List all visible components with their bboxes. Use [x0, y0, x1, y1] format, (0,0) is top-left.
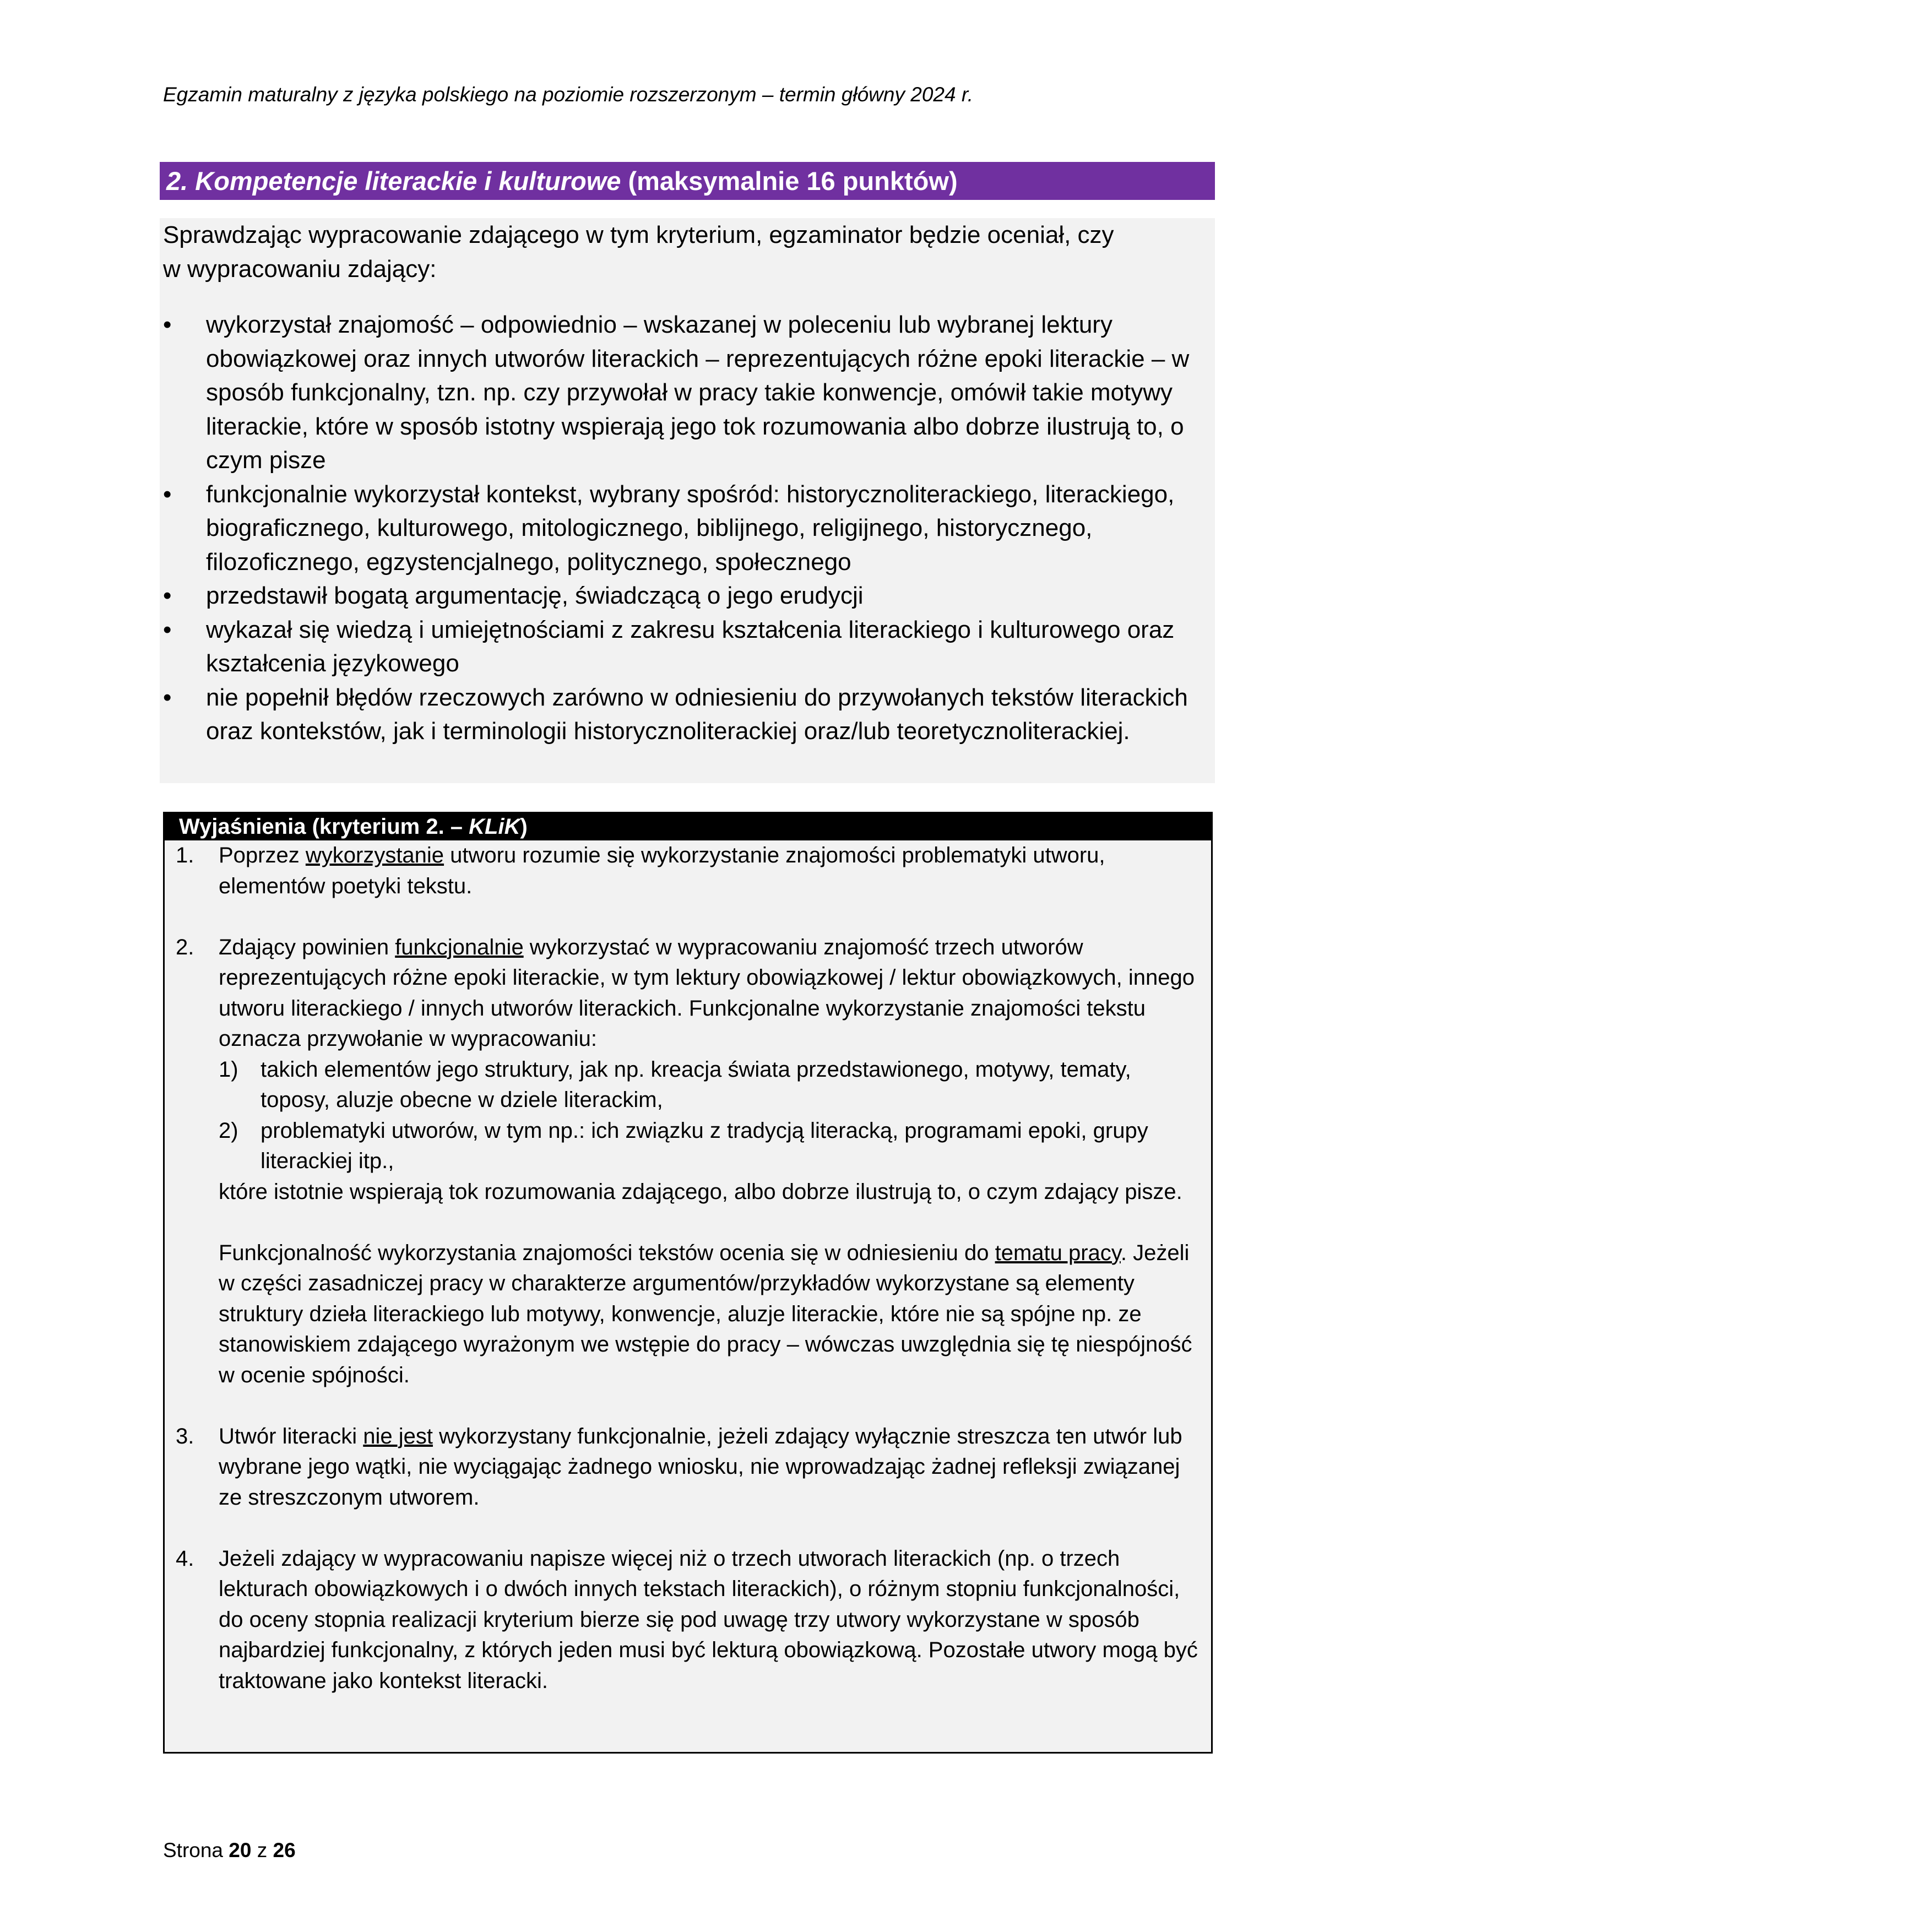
explanation-underlined: wykorzystanie: [305, 843, 444, 867]
criteria-item-text: nie popełnił błędów rzeczowych zarówno w odniesieniu do przywołanych tekstów literackich oraz kontekstów, jak i terminologii historycznoliterackiej oraz/lub teoretycznoliterackiej.: [206, 683, 1188, 745]
explanation-item-3: [165, 1421, 1198, 1513]
criteria-item: [163, 477, 1215, 579]
criteria-item: [163, 308, 1215, 477]
footer-label: Strona: [163, 1839, 229, 1862]
explanations-box: [163, 812, 1213, 1754]
subitem-text: problematyki utworów, w tym np.: ich związku z tradycją literacką, programami epoki, grupy literackiej itp.,: [261, 1118, 1148, 1173]
explanation-text: Poprzez: [219, 843, 306, 867]
criteria-intro: [163, 218, 1215, 286]
explanations-heading-abbr: KLiK: [469, 815, 520, 839]
page-footer: [163, 1838, 296, 1863]
subitem-number: 1): [219, 1057, 238, 1082]
explanations-heading: [165, 813, 1211, 840]
explanation-text: Jeżeli zdający w wypracowaniu napisze więcej niż o trzech utworach literackich (np. o trzech lekturach obowiązkowych i o dwóch innych tekstach literackich), o różnym stopniu funkcjonalności, do oceny stopnia realizacji kryterium bierze się pod uwagę trzy utwory wykorzystane w sposób najbardziej funkcjonalny, z których jeden musi być lekturą obowiązkową. Pozostałe utwory mogą być traktowane jako kontekst literacki.: [219, 1546, 1198, 1693]
criteria-item: [163, 579, 1215, 613]
explanation-underlined: funkcjonalnie: [395, 935, 524, 959]
explanation-item-1: [165, 840, 1198, 902]
page-number: 20: [229, 1839, 252, 1862]
criteria-item-text: wykazał się wiedzą i umiejętnościami z zakresu kształcenia literackiego i kulturowego oraz kształcenia językowego: [206, 616, 1175, 677]
explanation-underlined: nie jest: [363, 1424, 433, 1448]
criteria-intro-line1: Sprawdzając wypracowanie zdającego w tym kryterium, egzaminator będzie oceniał, czy: [163, 221, 1114, 248]
explanation-paragraph: [219, 1238, 1198, 1391]
running-header: Egzamin maturalny z języka polskiego na poziomie rozszerzonym – termin główny 2024 r.: [163, 83, 974, 106]
page-total: 26: [273, 1839, 296, 1862]
criteria-item-text: przedstawił bogatą argumentację, świadczącą o jego erudycji: [206, 582, 864, 609]
criteria-item-text: funkcjonalnie wykorzystał kontekst, wybrany spośród: historycznoliterackiego, literackiego, biograficznego, kulturowego, mitologicznego, biblijnego, religijnego, historycznego, filozoficznego, egzystencjalnego, politycznego, społecznego: [206, 480, 1175, 576]
criteria-item-text: wykorzystał znajomość – odpowiednio – wskazanej w poleceniu lub wybranej lektury obowiązkowej oraz innych utworów literackich – reprezentujących różne epoki literackie – w sposób funkcjonalny, tzn. np. czy przywołał w pracy takie konwencje, omówił takie motywy literackie, które w sposób istotny wspierają jego tok rozumowania albo dobrze ilustrują to, o czym pisze: [206, 311, 1190, 474]
explanation-text: wykorzystać w wypracowaniu znajomość trzech utworów reprezentujących różne epoki literackie, w tym lektury obowiązkowej / lektur obowiązkowych, innego utworu literackiego / innych utworów literackich. Funkcjonalne wykorzystanie znajomości tekstu oznacza przywołanie w wypracowaniu:: [219, 935, 1195, 1051]
explanation-text: które istotnie wspierają tok rozumowania zdającego, albo dobrze ilustrują to, o czym zdający pisze.: [219, 1179, 1182, 1204]
criteria-intro-line2: w wypracowaniu zdający:: [163, 255, 437, 283]
explanation-text: Funkcjonalność wykorzystania znajomości tekstów ocenia się w odniesieniu do: [219, 1240, 995, 1265]
explanation-item-2: [165, 932, 1198, 1391]
explanation-number: 1.: [176, 843, 194, 867]
explanation-number: 4.: [176, 1546, 194, 1571]
explanation-text: . Jeżeli w części zasadniczej pracy w charakterze argumentów/przykładów wykorzystane są elementy struktury dzieła literackiego lub motywy, konwencje, aluzje literackie, które nie są spójne np. ze stanowiskiem zdającego wyrażonym we wstępie do pracy – wówczas uwzględnia się tę niespójność w ocenie spójności.: [219, 1240, 1192, 1387]
bullet-icon: •: [163, 480, 172, 508]
subitem-number: 2): [219, 1118, 238, 1143]
explanation-number: 3.: [176, 1424, 194, 1448]
section-title-bar: [160, 162, 1215, 200]
criteria-list: [163, 308, 1215, 748]
explanation-subitem: [219, 1055, 1198, 1116]
footer-separator: z: [251, 1839, 273, 1862]
explanation-text: Utwór literacki: [219, 1424, 363, 1448]
explanations-body: [165, 840, 1211, 1696]
explanation-text: utworu rozumie się wykorzystanie znajomości problematyki utworu, elementów poetyki tekstu.: [219, 843, 1105, 898]
bullet-icon: •: [163, 311, 172, 338]
section-max-points: (maksymalnie 16 punktów): [621, 166, 958, 196]
criteria-item: [163, 613, 1215, 681]
subitem-text: takich elementów jego struktury, jak np. kreacja świata przedstawionego, motywy, tematy, toposy, aluzje obecne w dziele literackim,: [261, 1057, 1131, 1112]
bullet-icon: •: [163, 683, 172, 711]
explanation-item-4: [165, 1544, 1198, 1697]
explanations-heading-text: Wyjaśnienia (kryterium 2. –: [179, 815, 469, 839]
section-title: 2. Kompetencje literackie i kulturowe: [166, 166, 621, 196]
bullet-icon: •: [163, 616, 172, 643]
explanation-underlined: tematu pracy: [995, 1240, 1121, 1265]
criteria-box: [160, 218, 1215, 783]
bullet-icon: •: [163, 582, 172, 609]
explanation-text: wykorzystany funkcjonalnie, jeżeli zdający wyłącznie streszcza ten utwór lub wybrane jego wątki, nie wyciągając żadnego wniosku, nie wprowadzając żadnej refleksji związanej ze streszczonym utworem.: [219, 1424, 1182, 1510]
explanation-number: 2.: [176, 935, 194, 959]
explanation-text: Zdający powinien: [219, 935, 395, 959]
explanations-heading-close: ): [520, 815, 528, 839]
criteria-item: [163, 681, 1215, 748]
explanation-subitem: [219, 1116, 1198, 1177]
